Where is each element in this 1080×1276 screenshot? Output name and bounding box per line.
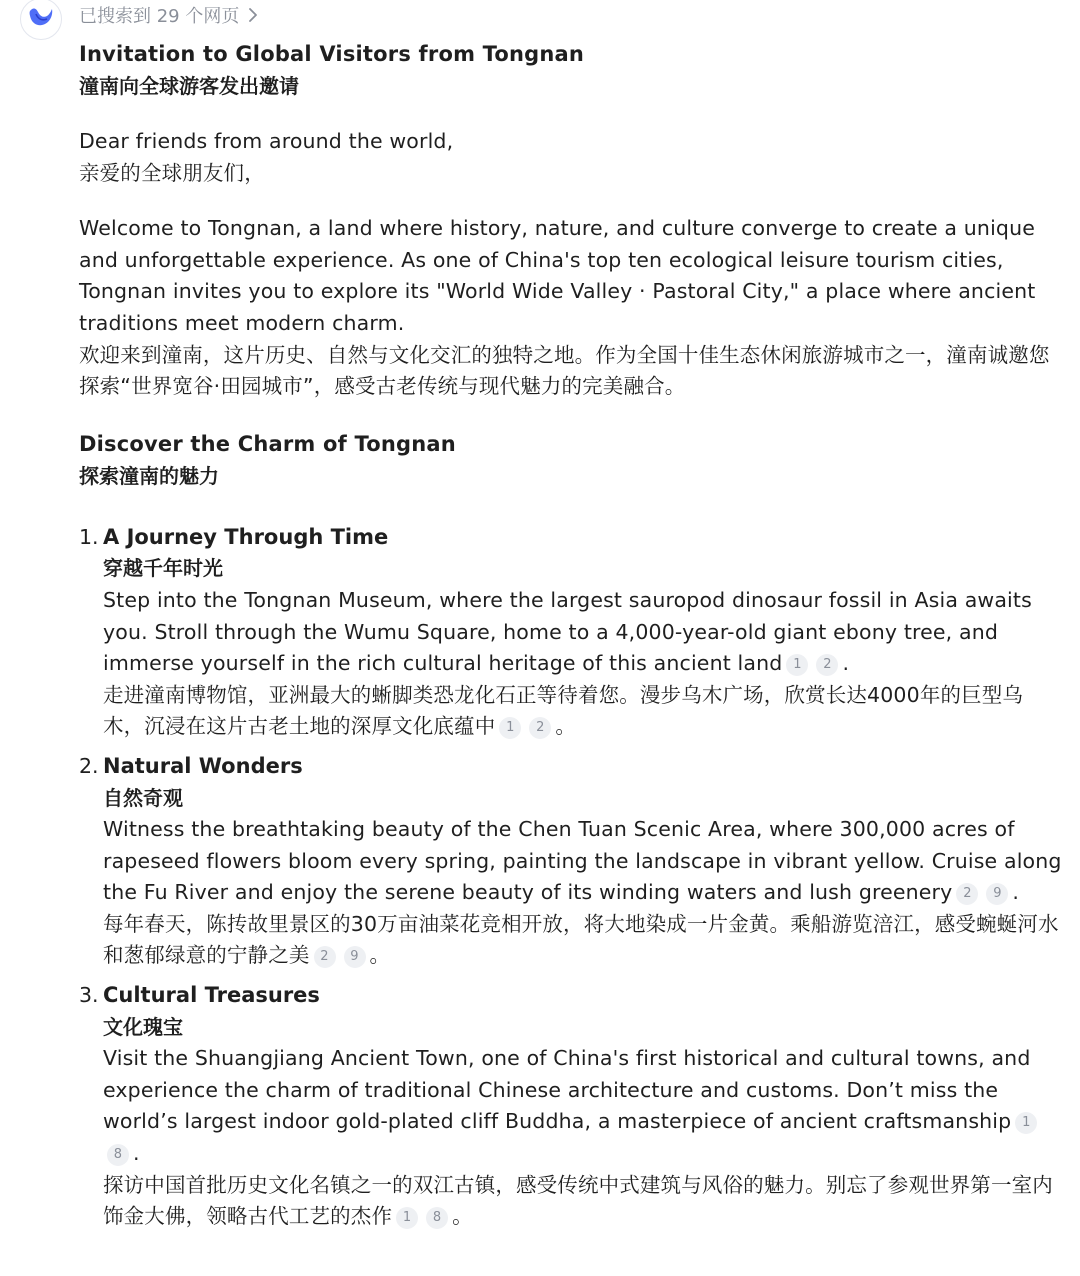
invitation-title-en: Invitation to Global Visitors from Tongnan xyxy=(79,42,585,66)
section-title-en: Discover the Charm of Tongnan xyxy=(79,431,456,456)
list-item xyxy=(79,980,1064,1233)
item-text-en: Step into the Tongnan Museum, where the largest sauropod dinosaur fossil in Asia awaits you. Stroll through the Wumu Square, home to a 4,000-year-old giant ebony tree, and immerse yourself in the rich cultural heritage of this ancient land 1 2 . xyxy=(103,587,1032,676)
item-title-en: Cultural Treasures xyxy=(103,983,320,1008)
citation-badge[interactable]: 2 xyxy=(314,946,336,968)
list-item-number: 2. xyxy=(79,753,99,778)
item-text-en: Witness the breathtaking beauty of the Chen Tuan Scenic Area, where 300,000 acres of rapeseed flowers bloom every spring, painting the landscape in vibrant yellow. Cruise along the Fu River and enjoy the serene beauty of its winding waters and lush greenery 2 9 . xyxy=(103,817,1062,905)
citation-badge[interactable]: 1 xyxy=(786,654,808,676)
list-item-number: 1. xyxy=(79,524,99,549)
search-results-link[interactable] xyxy=(79,2,259,28)
assistant-avatar xyxy=(20,0,62,40)
item-title-zh: 穿越千年时光 xyxy=(103,556,223,581)
section-title-zh: 探索潼南的魅力 xyxy=(79,463,219,488)
list-item xyxy=(79,522,1064,743)
citation-badge[interactable]: 2 xyxy=(816,654,838,676)
assistant-logo-icon xyxy=(26,2,56,36)
citation-badge[interactable]: 2 xyxy=(956,883,978,905)
citation-badge[interactable]: 2 xyxy=(529,717,551,739)
citation-badge[interactable]: 1 xyxy=(499,717,521,739)
item-title-en: Natural Wonders xyxy=(103,753,303,778)
citation-badge[interactable]: 8 xyxy=(426,1207,448,1229)
citation-badge[interactable]: 9 xyxy=(986,883,1008,905)
search-status-text: 已搜索到 29 个网页 xyxy=(79,6,240,27)
item-title-zh: 文化瑰宝 xyxy=(103,1014,183,1039)
item-title-zh: 自然奇观 xyxy=(103,785,183,810)
item-text-en: Visit the Shuangjiang Ancient Town, one of China's first historical and cultural towns, and experience the charm of traditional Chinese architecture and customs. Don’t miss the world’s largest indoor gold-plated cliff Buddha, a masterpiece of ancient craftsmanship 18 . xyxy=(103,1043,1064,1169)
citation-badge[interactable]: 1 xyxy=(1015,1112,1037,1134)
item-text-zh: 走进潼南博物馆，亚洲最大的蜥脚类恐龙化石正等待着您。漫步乌木广场，欣赏长达4000年的巨型乌木，沉浸在这片古老土地的深厚文化底蕴中 1 2 。 xyxy=(103,682,1024,739)
citation-badge[interactable]: 9 xyxy=(344,946,366,968)
item-title-en: A Journey Through Time xyxy=(103,524,389,549)
message-content xyxy=(79,38,1064,1233)
welcome-paragraph-en: Welcome to Tongnan, a land where history, nature, and culture converge to create a unique and unforgettable experience. As one of China's top ten ecological leisure tourism cities, Tongnan invites you to explore its "World Wide Valley · Pastoral City," a place where ancient traditions meet modern charm. xyxy=(79,216,1036,335)
invitation-title-zh: 潼南向全球游客发出邀请 xyxy=(79,74,299,98)
greeting-zh: 亲爱的全球朋友们， xyxy=(79,160,265,185)
attractions-list xyxy=(79,522,1064,1233)
citation-badge[interactable]: 1 xyxy=(396,1207,418,1229)
list-item xyxy=(79,751,1064,972)
item-text-zh: 探访中国首批历史文化名镇之一的双江古镇，感受传统中式建筑与风俗的魅力。别忘了参观世界第一室内饰金大佛，领略古代工艺的杰作 1 8 。 xyxy=(103,1172,1053,1229)
chevron-right-icon xyxy=(247,7,259,23)
list-item-number: 3. xyxy=(79,983,99,1008)
citation-badge[interactable]: 8 xyxy=(107,1144,129,1166)
item-text-zh: 每年春天，陈抟故里景区的30万亩油菜花竞相开放，将大地染成一片金黄。乘船游览涪江，感受蜿蜒河水和葱郁绿意的宁静之美 2 9 。 xyxy=(103,911,1059,968)
greeting-en: Dear friends from around the world, xyxy=(79,129,454,153)
welcome-paragraph-zh: 欢迎来到潼南，这片历史、自然与文化交汇的独特之地。作为全国十佳生态休闲旅游城市之一，潼南诚邀您探索“世界宽谷·田园城市”，感受古老传统与现代魅力的完美融合。 xyxy=(79,342,1050,399)
